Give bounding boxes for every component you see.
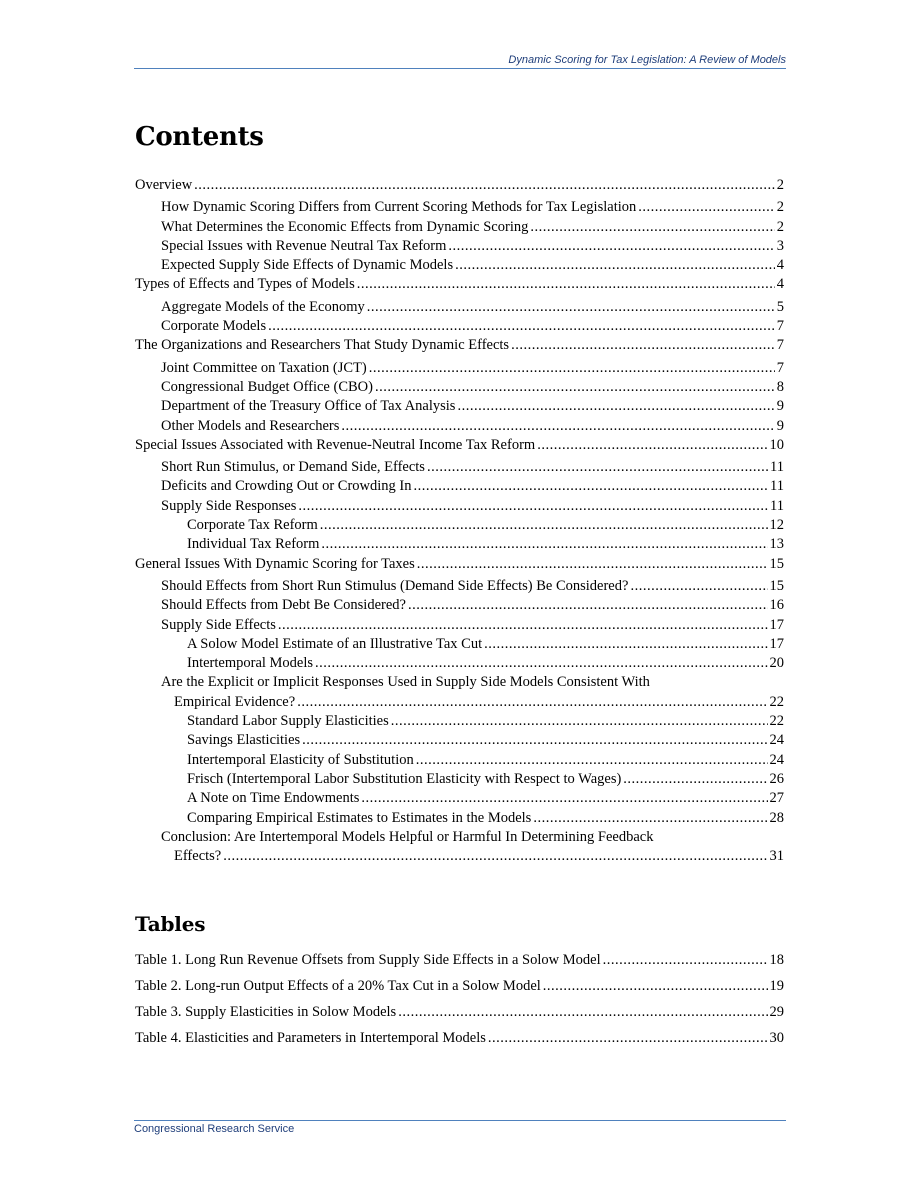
toc-entry[interactable]: Supply Side Responses ..... 11 <box>135 497 784 516</box>
tables-list <box>135 947 784 1051</box>
toc-entry[interactable]: Department of the Treasury Office of Tax Analysis ..... 9 <box>135 397 784 416</box>
toc-entry[interactable]: Other Models and Researchers ..... 9 <box>135 417 784 436</box>
toc-entry[interactable]: Expected Supply Side Effects of Dynamic Models ..... 4 <box>135 256 784 275</box>
toc-entry[interactable]: General Issues With Dynamic Scoring for Taxes ..... 15 <box>135 555 784 574</box>
tables-heading: Tables <box>135 912 206 936</box>
toc-entry[interactable]: How Dynamic Scoring Differs from Current Scoring Methods for Tax Legislation ..... 2 <box>135 198 784 217</box>
table-entry[interactable]: Table 3. Supply Elasticities in Solow Models ..... 29 <box>135 999 784 1025</box>
toc-entry[interactable]: Should Effects from Debt Be Considered? ..... 16 <box>135 596 784 615</box>
contents-list <box>135 176 784 866</box>
toc-entry[interactable]: Savings Elasticities ..... 24 <box>135 731 784 750</box>
toc-entry[interactable]: Congressional Budget Office (CBO) ..... 8 <box>135 378 784 397</box>
toc-entry[interactable]: Standard Labor Supply Elasticities ..... 22 <box>135 712 784 731</box>
toc-entry[interactable]: Should Effects from Short Run Stimulus (Demand Side Effects) Be Considered? ..... 15 <box>135 577 784 596</box>
toc-entry[interactable]: Aggregate Models of the Economy ..... 5 <box>135 298 784 317</box>
header-rule <box>134 68 786 69</box>
toc-entry[interactable]: Intertemporal Models ..... 20 <box>135 654 784 673</box>
toc-entry[interactable]: Deficits and Crowding Out or Crowding In ..... 11 <box>135 477 784 496</box>
toc-entry[interactable]: Supply Side Effects ..... 17 <box>135 616 784 635</box>
table-entry[interactable]: Table 2. Long-run Output Effects of a 20% Tax Cut in a Solow Model ..... 19 <box>135 973 784 999</box>
toc-entry[interactable]: Individual Tax Reform ..... 13 <box>135 535 784 554</box>
toc-entry[interactable]: The Organizations and Researchers That Study Dynamic Effects ..... 7 <box>135 336 784 355</box>
toc-entry[interactable]: Comparing Empirical Estimates to Estimates in the Models ..... 28 <box>135 809 784 828</box>
toc-entry[interactable]: Corporate Tax Reform ..... 12 <box>135 516 784 535</box>
contents-heading: Contents <box>135 122 264 152</box>
toc-entry[interactable]: Frisch (Intertemporal Labor Substitution Elasticity with Respect to Wages) ..... 26 <box>135 770 784 789</box>
toc-entry[interactable]: Corporate Models ..... 7 <box>135 317 784 336</box>
toc-entry[interactable]: Conclusion: Are Intertemporal Models Helpful or Harmful In Determining Feedback Effects? ..... 31 <box>135 828 784 867</box>
toc-entry[interactable]: A Note on Time Endowments ..... 27 <box>135 789 784 808</box>
toc-entry[interactable]: Special Issues with Revenue Neutral Tax Reform ..... 3 <box>135 237 784 256</box>
table-entry[interactable]: Table 4. Elasticities and Parameters in Intertemporal Models ..... 30 <box>135 1025 784 1051</box>
footer-org: Congressional Research Service <box>134 1123 295 1135</box>
running-header: Dynamic Scoring for Tax Legislation: A Review of Models <box>508 54 786 66</box>
toc-entry[interactable]: A Solow Model Estimate of an Illustrative Tax Cut ..... 17 <box>135 635 784 654</box>
toc-entry[interactable]: Short Run Stimulus, or Demand Side, Effects ..... 11 <box>135 458 784 477</box>
toc-entry[interactable]: Are the Explicit or Implicit Responses Used in Supply Side Models Consistent With Empirical Evidence? ..... 22 <box>135 673 784 712</box>
toc-entry[interactable]: Types of Effects and Types of Models ..... 4 <box>135 275 784 294</box>
toc-entry[interactable]: Overview ..... 2 <box>135 176 784 195</box>
toc-entry[interactable]: Special Issues Associated with Revenue-Neutral Income Tax Reform ..... 10 <box>135 436 784 455</box>
toc-entry[interactable]: Joint Committee on Taxation (JCT) ..... 7 <box>135 359 784 378</box>
toc-entry[interactable]: Intertemporal Elasticity of Substitution ..... 24 <box>135 751 784 770</box>
table-entry[interactable]: Table 1. Long Run Revenue Offsets from Supply Side Effects in a Solow Model ..... 18 <box>135 947 784 973</box>
toc-entry[interactable]: What Determines the Economic Effects from Dynamic Scoring ..... 2 <box>135 218 784 237</box>
footer-rule <box>134 1120 786 1121</box>
